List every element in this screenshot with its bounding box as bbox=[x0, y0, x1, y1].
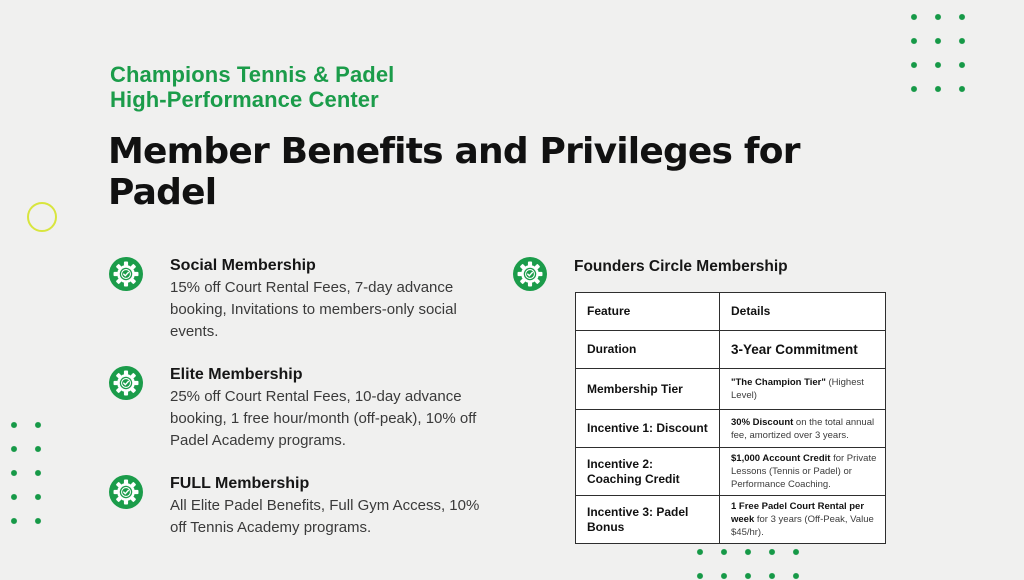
feature-cell: Incentive 3: Padel Bonus bbox=[576, 496, 720, 544]
table-row bbox=[576, 496, 886, 544]
list-item-elite-membership bbox=[109, 364, 499, 452]
feature-cell: Incentive 1: Discount bbox=[576, 410, 720, 448]
membership-description: 25% off Court Rental Fees, 10-day advance booking, 1 free hour/month (off-peak), 10% off Padel Academy programs. bbox=[170, 388, 477, 449]
membership-description: 15% off Court Rental Fees, 7-day advance booking, Invitations to members-only social events. bbox=[170, 279, 457, 340]
founders-table bbox=[575, 292, 886, 544]
brand-line2: High-Performance Center bbox=[110, 87, 379, 112]
details-bold: 3-Year Commitment bbox=[731, 341, 858, 357]
table-row bbox=[576, 410, 886, 448]
gear-check-icon bbox=[109, 257, 143, 291]
gear-check-icon bbox=[513, 257, 547, 291]
details-rest: (Highest Level) bbox=[731, 377, 864, 401]
table-row bbox=[576, 369, 886, 410]
brand-line1: Champions Tennis & Padel bbox=[110, 62, 395, 87]
membership-description: All Elite Padel Benefits, Full Gym Access, 10% off Tennis Academy programs. bbox=[170, 497, 480, 536]
column-header-details: Details bbox=[720, 293, 886, 331]
details-bold: $1,000 Account Credit bbox=[731, 453, 831, 464]
membership-text bbox=[170, 364, 490, 452]
dots-grid-bottom-left bbox=[2, 413, 50, 533]
gear-check-icon bbox=[109, 475, 143, 509]
membership-name: Elite Membership bbox=[170, 366, 303, 383]
details-cell bbox=[720, 410, 886, 448]
circle-outline-decoration bbox=[27, 202, 57, 232]
list-item-full-membership bbox=[109, 473, 499, 539]
dots-grid-bottom-center bbox=[688, 540, 808, 580]
details-bold: 30% Discount bbox=[731, 416, 794, 428]
list-item-social-membership bbox=[109, 255, 499, 343]
details-rest: on the total annual fee, amortized over 3 years. bbox=[731, 416, 875, 441]
membership-list bbox=[109, 255, 499, 560]
details-cell bbox=[720, 331, 886, 369]
dots-grid-top-right bbox=[902, 5, 974, 101]
column-header-feature: Feature bbox=[576, 293, 720, 331]
details-rest: for 3 years (Off-Peak, Value $45/hr). bbox=[731, 514, 874, 538]
membership-name: Social Membership bbox=[170, 257, 316, 274]
table-header-row bbox=[576, 293, 886, 331]
details-bold: 1 Free Padel Court Rental per week bbox=[731, 501, 865, 525]
feature-cell: Membership Tier bbox=[576, 369, 720, 410]
table-row bbox=[576, 448, 886, 496]
details-bold: "The Champion Tier" bbox=[731, 377, 826, 388]
membership-text bbox=[170, 255, 490, 343]
membership-text bbox=[170, 473, 490, 539]
details-cell bbox=[720, 369, 886, 410]
feature-cell: Duration bbox=[576, 331, 720, 369]
details-rest: for Private Lessons (Tennis or Padel) or Performance Coaching. bbox=[731, 453, 877, 490]
brand-heading bbox=[110, 62, 394, 112]
details-cell bbox=[720, 448, 886, 496]
page-title: Member Benefits and Privileges for Padel bbox=[108, 131, 800, 213]
membership-name: FULL Membership bbox=[170, 475, 310, 492]
founders-circle-header bbox=[513, 255, 788, 291]
feature-cell: Incentive 2: Coaching Credit bbox=[576, 448, 720, 496]
gear-check-icon bbox=[109, 366, 143, 400]
table-row bbox=[576, 331, 886, 369]
founders-heading: Founders Circle Membership bbox=[574, 258, 788, 275]
details-cell bbox=[720, 496, 886, 544]
